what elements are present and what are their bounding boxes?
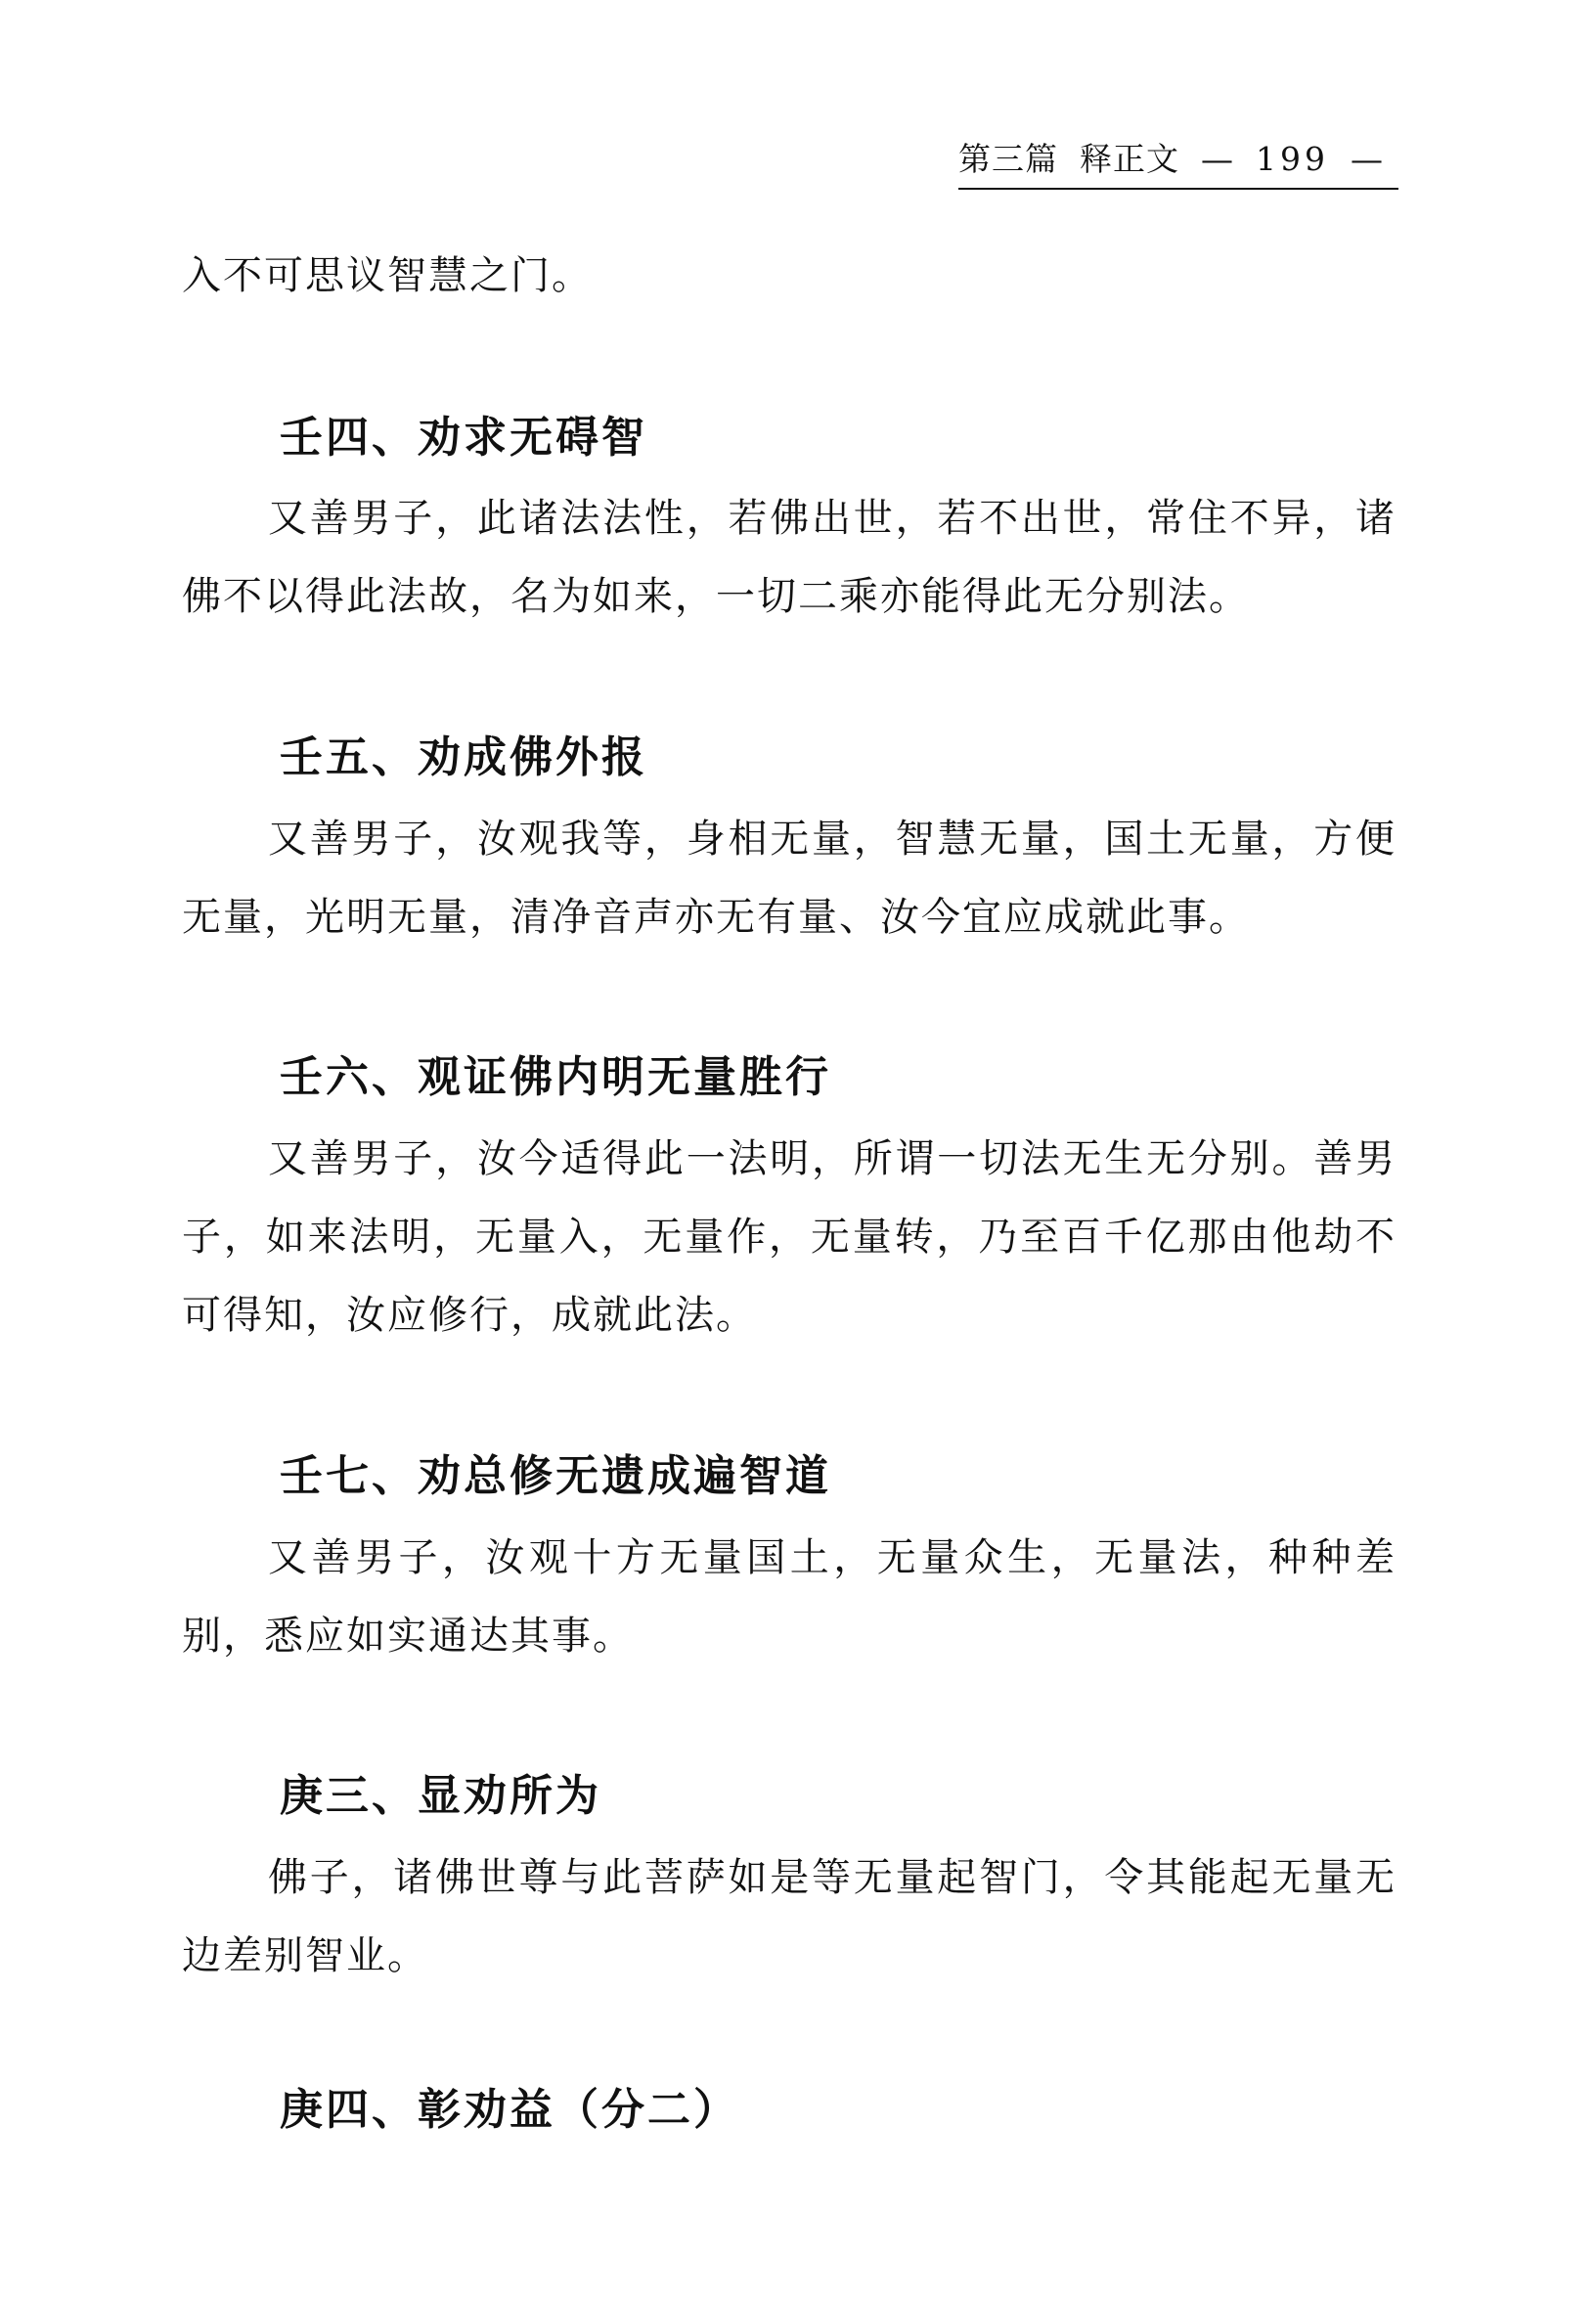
- running-header: [958, 137, 1398, 190]
- page-number: 199: [1256, 140, 1329, 178]
- section-heading-ren-4: 壬四、劝求无碍智: [280, 413, 647, 463]
- paragraph-continuation: 入不可思议智慧之门。: [182, 253, 593, 298]
- paragraph-ren-4: 又善男子，此诸法法性，若佛出世，若不出世，常住不异，诸佛不以得此法故，名为如来，一切二乘亦能得此无分别法。: [182, 496, 1396, 619]
- paragraph-ren-5: 又善男子，汝观我等，身相无量，智慧无量，国土无量，方便无量，光明无量，清净音声亦无有量、汝今宜应成就此事。: [182, 817, 1396, 940]
- paragraph-ren-7: 又善男子，汝观十方无量国土，无量众生，无量法，种种差别，悉应如实通达其事。: [182, 1535, 1396, 1659]
- section-heading-ren-5: 壬五、劝成佛外报: [280, 732, 647, 782]
- paragraph-geng-3: 佛子，诸佛世尊与此菩萨如是等无量起智门，令其能起无量无边差别智业。: [182, 1855, 1396, 1978]
- header-chapter: 第三篇: [958, 140, 1058, 178]
- header-dash-left: —: [1201, 140, 1234, 178]
- section-heading-geng-4: 庚四、彰劝益（分二）: [280, 2085, 739, 2135]
- header-section: 释正文: [1080, 140, 1179, 178]
- paragraph-ren-6: 又善男子，汝今适得此一法明，所谓一切法无生无分别。善男子，如来法明，无量入，无量作，无量转，乃至百千亿那由他劫不可得知，汝应修行，成就此法。: [182, 1136, 1396, 1338]
- header-dash-right: —: [1351, 140, 1384, 178]
- section-heading-geng-3: 庚三、显劝所为: [280, 1771, 601, 1821]
- section-heading-ren-7: 壬七、劝总修无遗成遍智道: [280, 1451, 831, 1501]
- section-heading-ren-6: 壬六、观证佛内明无量胜行: [280, 1052, 831, 1102]
